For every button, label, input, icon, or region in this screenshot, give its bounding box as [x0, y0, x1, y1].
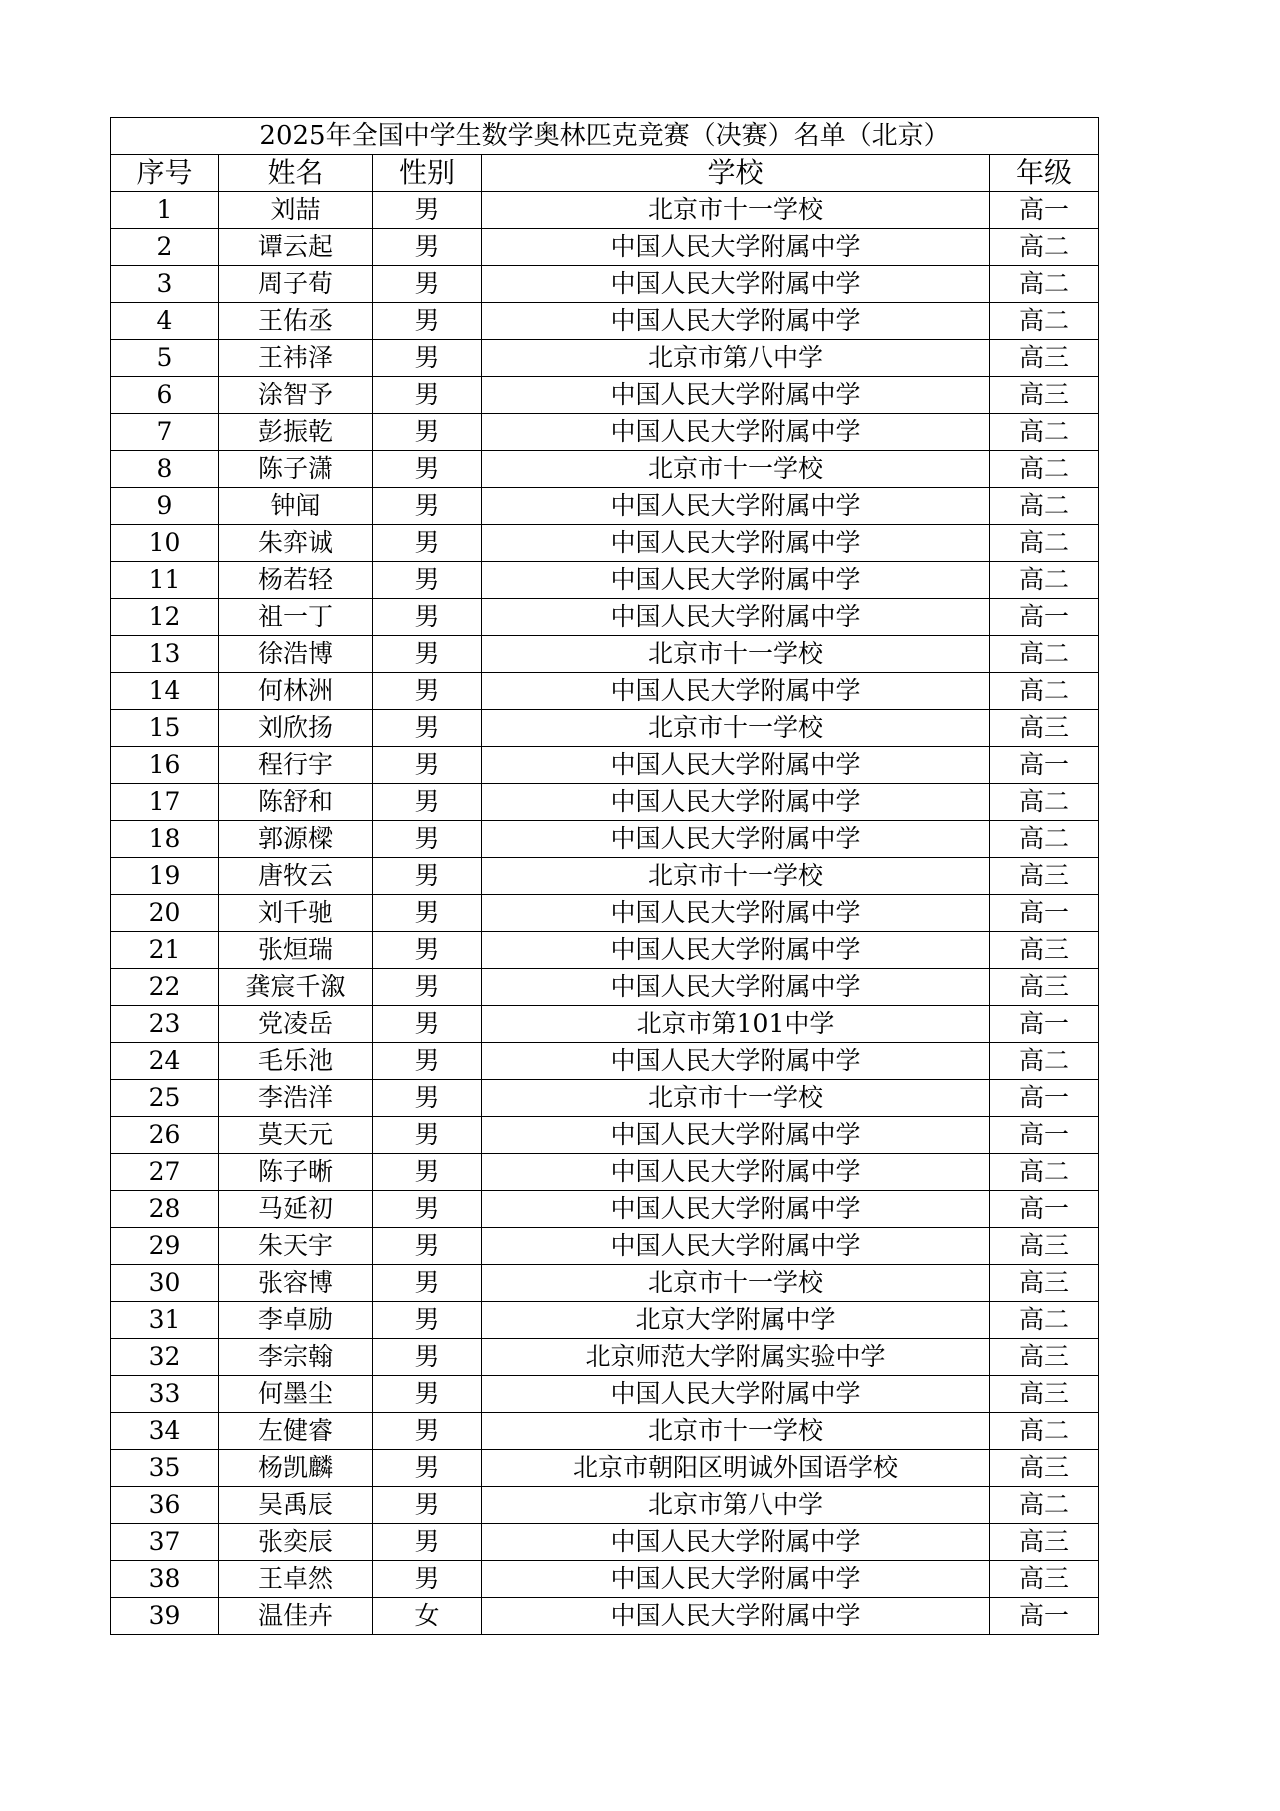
cell-name: 王祎泽 [219, 340, 373, 377]
cell-index: 25 [111, 1080, 219, 1117]
cell-school: 北京市十一学校 [482, 1413, 990, 1450]
cell-grade: 高三 [990, 932, 1099, 969]
header-row [111, 155, 1099, 192]
cell-school: 北京市第八中学 [482, 1487, 990, 1524]
cell-school: 北京市十一学校 [482, 710, 990, 747]
cell-school: 中国人民大学附属中学 [482, 488, 990, 525]
cell-gender: 男 [373, 1524, 482, 1561]
cell-school: 中国人民大学附属中学 [482, 1561, 990, 1598]
cell-gender: 男 [373, 340, 482, 377]
header-grade: 年级 [990, 155, 1099, 192]
cell-name: 党凌岳 [219, 1006, 373, 1043]
header-index: 序号 [111, 155, 219, 192]
cell-grade: 高二 [990, 636, 1099, 673]
cell-grade: 高二 [990, 303, 1099, 340]
cell-index: 24 [111, 1043, 219, 1080]
cell-name: 李卓励 [219, 1302, 373, 1339]
cell-index: 22 [111, 969, 219, 1006]
cell-grade: 高一 [990, 1191, 1099, 1228]
cell-index: 19 [111, 858, 219, 895]
cell-grade: 高二 [990, 1154, 1099, 1191]
cell-school: 中国人民大学附属中学 [482, 784, 990, 821]
cell-gender: 男 [373, 1154, 482, 1191]
cell-grade: 高三 [990, 1524, 1099, 1561]
cell-gender: 男 [373, 303, 482, 340]
cell-grade: 高三 [990, 1450, 1099, 1487]
cell-school: 中国人民大学附属中学 [482, 525, 990, 562]
cell-grade: 高二 [990, 784, 1099, 821]
table-row [111, 1043, 1099, 1080]
cell-school: 中国人民大学附属中学 [482, 229, 990, 266]
cell-grade: 高三 [990, 377, 1099, 414]
table-row [111, 229, 1099, 266]
cell-name: 马延初 [219, 1191, 373, 1228]
cell-index: 23 [111, 1006, 219, 1043]
cell-gender: 男 [373, 1117, 482, 1154]
table-row [111, 599, 1099, 636]
cell-school: 北京大学附属中学 [482, 1302, 990, 1339]
table-row [111, 1487, 1099, 1524]
cell-gender: 男 [373, 1376, 482, 1413]
cell-school: 北京市十一学校 [482, 636, 990, 673]
cell-school: 北京市第八中学 [482, 340, 990, 377]
cell-index: 1 [111, 192, 219, 229]
table-row [111, 821, 1099, 858]
cell-gender: 男 [373, 1487, 482, 1524]
cell-index: 30 [111, 1265, 219, 1302]
table-row [111, 488, 1099, 525]
cell-grade: 高一 [990, 1117, 1099, 1154]
cell-grade: 高二 [990, 1413, 1099, 1450]
table-row [111, 895, 1099, 932]
cell-index: 21 [111, 932, 219, 969]
table-row [111, 266, 1099, 303]
cell-name: 陈子晰 [219, 1154, 373, 1191]
cell-name: 谭云起 [219, 229, 373, 266]
cell-name: 彭振乾 [219, 414, 373, 451]
cell-gender: 男 [373, 1006, 482, 1043]
cell-index: 2 [111, 229, 219, 266]
cell-gender: 男 [373, 821, 482, 858]
cell-name: 何林洲 [219, 673, 373, 710]
cell-gender: 男 [373, 1265, 482, 1302]
cell-index: 12 [111, 599, 219, 636]
cell-index: 39 [111, 1598, 219, 1635]
cell-gender: 男 [373, 1339, 482, 1376]
cell-name: 何墨尘 [219, 1376, 373, 1413]
table-row [111, 1117, 1099, 1154]
cell-name: 刘喆 [219, 192, 373, 229]
cell-name: 王佑丞 [219, 303, 373, 340]
cell-gender: 男 [373, 969, 482, 1006]
cell-name: 朱弈诚 [219, 525, 373, 562]
cell-gender: 男 [373, 414, 482, 451]
table-row [111, 303, 1099, 340]
cell-school: 中国人民大学附属中学 [482, 673, 990, 710]
cell-gender: 女 [373, 1598, 482, 1635]
cell-index: 8 [111, 451, 219, 488]
table-row [111, 1598, 1099, 1635]
cell-name: 毛乐池 [219, 1043, 373, 1080]
cell-name: 左健睿 [219, 1413, 373, 1450]
cell-grade: 高二 [990, 1043, 1099, 1080]
cell-index: 32 [111, 1339, 219, 1376]
cell-name: 刘千驰 [219, 895, 373, 932]
cell-school: 中国人民大学附属中学 [482, 599, 990, 636]
cell-grade: 高三 [990, 710, 1099, 747]
cell-school: 中国人民大学附属中学 [482, 1043, 990, 1080]
cell-school: 中国人民大学附属中学 [482, 1376, 990, 1413]
roster-body [111, 192, 1099, 1635]
cell-grade: 高二 [990, 673, 1099, 710]
cell-name: 陈舒和 [219, 784, 373, 821]
cell-school: 中国人民大学附属中学 [482, 747, 990, 784]
cell-name: 张容博 [219, 1265, 373, 1302]
cell-index: 17 [111, 784, 219, 821]
table-row [111, 1561, 1099, 1598]
cell-index: 36 [111, 1487, 219, 1524]
cell-gender: 男 [373, 451, 482, 488]
cell-index: 5 [111, 340, 219, 377]
cell-gender: 男 [373, 1191, 482, 1228]
cell-gender: 男 [373, 192, 482, 229]
table-row [111, 562, 1099, 599]
cell-gender: 男 [373, 932, 482, 969]
table-row [111, 710, 1099, 747]
cell-name: 张奕辰 [219, 1524, 373, 1561]
cell-school: 北京市十一学校 [482, 1080, 990, 1117]
table-row [111, 969, 1099, 1006]
cell-name: 程行宇 [219, 747, 373, 784]
cell-name: 李宗翰 [219, 1339, 373, 1376]
cell-grade: 高一 [990, 192, 1099, 229]
cell-gender: 男 [373, 266, 482, 303]
cell-school: 中国人民大学附属中学 [482, 821, 990, 858]
cell-name: 徐浩博 [219, 636, 373, 673]
cell-grade: 高二 [990, 562, 1099, 599]
table-row [111, 1191, 1099, 1228]
cell-grade: 高三 [990, 340, 1099, 377]
table-row [111, 673, 1099, 710]
cell-school: 中国人民大学附属中学 [482, 303, 990, 340]
table-row [111, 451, 1099, 488]
cell-school: 北京市十一学校 [482, 1265, 990, 1302]
cell-index: 29 [111, 1228, 219, 1265]
cell-index: 15 [111, 710, 219, 747]
cell-index: 4 [111, 303, 219, 340]
cell-grade: 高二 [990, 451, 1099, 488]
cell-school: 北京师范大学附属实验中学 [482, 1339, 990, 1376]
cell-gender: 男 [373, 1228, 482, 1265]
table-row [111, 1376, 1099, 1413]
cell-index: 18 [111, 821, 219, 858]
cell-gender: 男 [373, 784, 482, 821]
cell-name: 周子荀 [219, 266, 373, 303]
cell-school: 北京市朝阳区明诚外国语学校 [482, 1450, 990, 1487]
cell-grade: 高二 [990, 1302, 1099, 1339]
cell-index: 34 [111, 1413, 219, 1450]
cell-grade: 高二 [990, 266, 1099, 303]
table-row [111, 636, 1099, 673]
table-title: 2025年全国中学生数学奥林匹克竞赛（决赛）名单（北京） [111, 118, 1099, 155]
cell-index: 20 [111, 895, 219, 932]
cell-index: 9 [111, 488, 219, 525]
table-row [111, 1228, 1099, 1265]
table-row [111, 414, 1099, 451]
cell-gender: 男 [373, 636, 482, 673]
cell-index: 6 [111, 377, 219, 414]
table-row [111, 377, 1099, 414]
cell-school: 中国人民大学附属中学 [482, 969, 990, 1006]
cell-index: 35 [111, 1450, 219, 1487]
table-row [111, 784, 1099, 821]
table-row [111, 932, 1099, 969]
cell-school: 中国人民大学附属中学 [482, 1117, 990, 1154]
table-row [111, 858, 1099, 895]
cell-name: 涂智予 [219, 377, 373, 414]
cell-index: 38 [111, 1561, 219, 1598]
cell-name: 龚宸千溆 [219, 969, 373, 1006]
cell-school: 北京市十一学校 [482, 451, 990, 488]
cell-index: 14 [111, 673, 219, 710]
cell-school: 北京市十一学校 [482, 858, 990, 895]
cell-school: 中国人民大学附属中学 [482, 1598, 990, 1635]
cell-grade: 高二 [990, 488, 1099, 525]
cell-name: 唐牧云 [219, 858, 373, 895]
cell-grade: 高一 [990, 1080, 1099, 1117]
cell-gender: 男 [373, 525, 482, 562]
cell-grade: 高二 [990, 525, 1099, 562]
cell-name: 钟闻 [219, 488, 373, 525]
cell-name: 温佳卉 [219, 1598, 373, 1635]
cell-gender: 男 [373, 1413, 482, 1450]
table-row [111, 192, 1099, 229]
cell-school: 中国人民大学附属中学 [482, 266, 990, 303]
title-row [111, 118, 1099, 155]
cell-school: 北京市第101中学 [482, 1006, 990, 1043]
header-name: 姓名 [219, 155, 373, 192]
cell-gender: 男 [373, 710, 482, 747]
cell-school: 中国人民大学附属中学 [482, 1154, 990, 1191]
header-gender: 性别 [373, 155, 482, 192]
cell-name: 朱天宇 [219, 1228, 373, 1265]
cell-index: 13 [111, 636, 219, 673]
cell-name: 张烜瑞 [219, 932, 373, 969]
cell-grade: 高三 [990, 1561, 1099, 1598]
table-row [111, 1265, 1099, 1302]
table-row [111, 1154, 1099, 1191]
cell-school: 中国人民大学附属中学 [482, 1191, 990, 1228]
cell-grade: 高三 [990, 1376, 1099, 1413]
cell-index: 11 [111, 562, 219, 599]
table-row [111, 1339, 1099, 1376]
cell-name: 陈子潇 [219, 451, 373, 488]
cell-name: 杨凯麟 [219, 1450, 373, 1487]
cell-grade: 高三 [990, 1265, 1099, 1302]
cell-index: 26 [111, 1117, 219, 1154]
cell-gender: 男 [373, 1302, 482, 1339]
cell-school: 中国人民大学附属中学 [482, 895, 990, 932]
cell-school: 中国人民大学附属中学 [482, 562, 990, 599]
cell-grade: 高二 [990, 821, 1099, 858]
cell-index: 16 [111, 747, 219, 784]
cell-name: 吴禹辰 [219, 1487, 373, 1524]
cell-gender: 男 [373, 747, 482, 784]
cell-gender: 男 [373, 858, 482, 895]
cell-grade: 高三 [990, 969, 1099, 1006]
cell-index: 10 [111, 525, 219, 562]
cell-gender: 男 [373, 562, 482, 599]
cell-name: 李浩洋 [219, 1080, 373, 1117]
table-row [111, 1450, 1099, 1487]
table-row [111, 1080, 1099, 1117]
cell-grade: 高三 [990, 1228, 1099, 1265]
cell-index: 3 [111, 266, 219, 303]
cell-index: 27 [111, 1154, 219, 1191]
table-row [111, 1413, 1099, 1450]
cell-gender: 男 [373, 377, 482, 414]
cell-name: 王卓然 [219, 1561, 373, 1598]
cell-grade: 高二 [990, 229, 1099, 266]
cell-grade: 高一 [990, 747, 1099, 784]
cell-school: 中国人民大学附属中学 [482, 1524, 990, 1561]
cell-gender: 男 [373, 1080, 482, 1117]
cell-gender: 男 [373, 599, 482, 636]
cell-index: 37 [111, 1524, 219, 1561]
table-row [111, 525, 1099, 562]
roster-table [110, 117, 1099, 1635]
cell-school: 中国人民大学附属中学 [482, 377, 990, 414]
cell-grade: 高三 [990, 858, 1099, 895]
cell-gender: 男 [373, 895, 482, 932]
cell-gender: 男 [373, 1561, 482, 1598]
cell-grade: 高一 [990, 895, 1099, 932]
cell-gender: 男 [373, 488, 482, 525]
cell-index: 33 [111, 1376, 219, 1413]
cell-name: 郭源樑 [219, 821, 373, 858]
cell-gender: 男 [373, 1450, 482, 1487]
cell-name: 杨若轻 [219, 562, 373, 599]
cell-grade: 高一 [990, 1598, 1099, 1635]
table-row [111, 1006, 1099, 1043]
cell-school: 中国人民大学附属中学 [482, 414, 990, 451]
cell-school: 北京市十一学校 [482, 192, 990, 229]
cell-gender: 男 [373, 229, 482, 266]
table-row [111, 747, 1099, 784]
header-school: 学校 [482, 155, 990, 192]
cell-school: 中国人民大学附属中学 [482, 932, 990, 969]
cell-grade: 高二 [990, 414, 1099, 451]
cell-name: 祖一丁 [219, 599, 373, 636]
table-row [111, 1302, 1099, 1339]
cell-index: 28 [111, 1191, 219, 1228]
table-row [111, 1524, 1099, 1561]
cell-name: 莫天元 [219, 1117, 373, 1154]
cell-grade: 高三 [990, 1339, 1099, 1376]
cell-index: 7 [111, 414, 219, 451]
cell-gender: 男 [373, 1043, 482, 1080]
cell-index: 31 [111, 1302, 219, 1339]
cell-grade: 高二 [990, 1487, 1099, 1524]
cell-gender: 男 [373, 673, 482, 710]
cell-name: 刘欣扬 [219, 710, 373, 747]
cell-school: 中国人民大学附属中学 [482, 1228, 990, 1265]
table-row [111, 340, 1099, 377]
cell-grade: 高一 [990, 1006, 1099, 1043]
cell-grade: 高一 [990, 599, 1099, 636]
